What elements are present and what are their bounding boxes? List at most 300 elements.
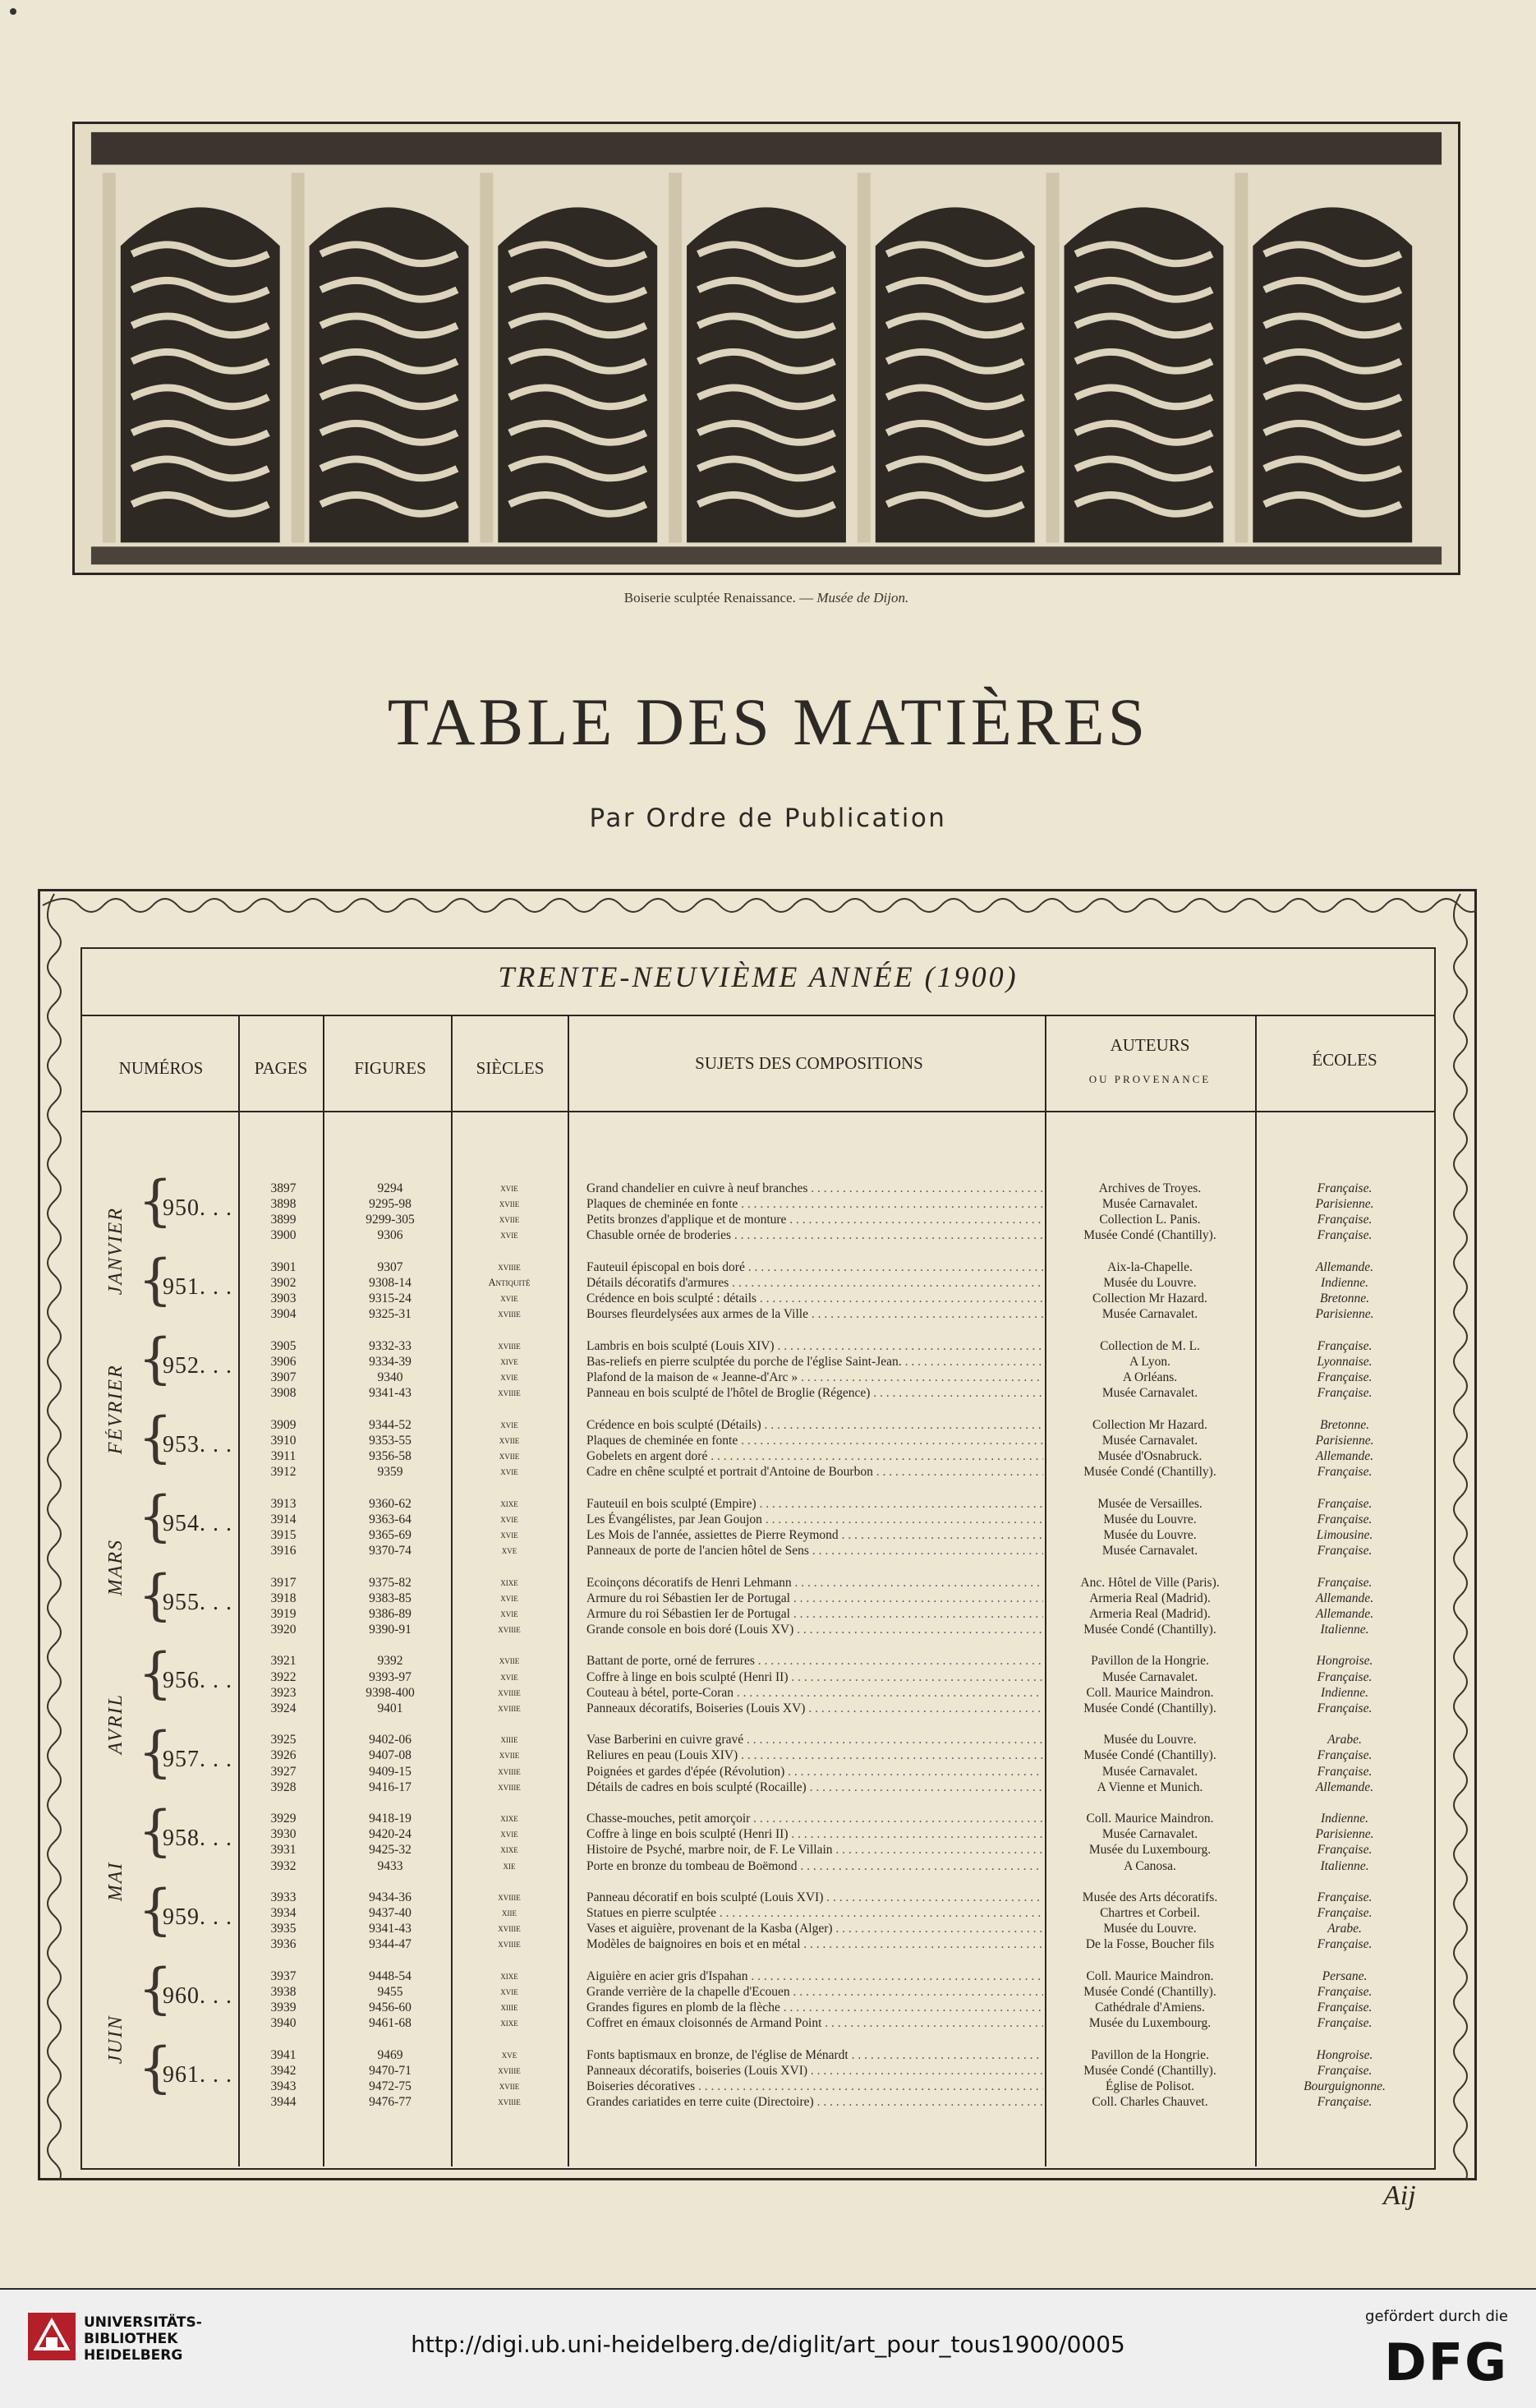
subject-cell: Chasuble ornée de broderies . . . <box>586 1227 1043 1243</box>
author-cell: Musée du Louvre. <box>1103 1527 1197 1542</box>
subject-cell: Histoire de Psyché, marbre noir, de F. Le Villain . . . <box>586 1842 1043 1858</box>
month-label: JANVIER <box>105 1207 126 1296</box>
siecle-cell: xvie <box>500 1670 518 1683</box>
caption-museum: Musée de Dijon. <box>816 590 909 605</box>
issue-number: 959. . . <box>163 1904 232 1931</box>
subject-cell: Battant de porte, orné de ferrures . . . <box>586 1653 1043 1669</box>
figure-cell: 9308-14 <box>369 1276 412 1290</box>
page-cell: 3898 <box>270 1197 297 1212</box>
figure-cell: 9359 <box>377 1465 403 1479</box>
ecole-cell: Arabe. <box>1327 1922 1362 1936</box>
subject-cell: Panneaux décoratifs, boiseries (Louis XVI) . . . <box>586 2063 1043 2079</box>
page-cell: 3939 <box>270 2001 297 2015</box>
month-label: JUIN <box>105 2014 126 2065</box>
siecle-cell: xviie <box>499 2080 520 2093</box>
table-row <box>0 1181 1536 1196</box>
dfg-logo: DFG <box>1384 2332 1508 2392</box>
issue-number: 953. . . <box>163 1431 232 1457</box>
issue-number: 951. . . <box>163 1273 232 1300</box>
page-cell: 3897 <box>270 1181 297 1195</box>
ecole-cell: Hongroise. <box>1316 1654 1373 1669</box>
table-row <box>0 1936 1536 1952</box>
ecole-cell: Italienne. <box>1320 1622 1369 1637</box>
table-row <box>0 1890 1536 1905</box>
ecole-cell: Allemande. <box>1315 1606 1374 1621</box>
group-brace: { <box>138 1169 172 1232</box>
month-label: MARS <box>105 1538 126 1595</box>
figure-cell: 9356-58 <box>369 1448 412 1463</box>
siecle-cell: xviiie <box>498 1686 521 1698</box>
siecle-cell: xviiie <box>498 1938 521 1950</box>
page-cell: 3941 <box>270 2047 297 2062</box>
col-header-sujets: SUJETS DES COMPOSITIONS <box>695 1053 923 1073</box>
figure-cell: 9307 <box>377 1259 403 1274</box>
siecle-cell: xviie <box>499 1198 520 1210</box>
figure-cell: 9306 <box>377 1228 403 1243</box>
table-row <box>0 1385 1536 1401</box>
ecole-cell: Française. <box>1317 2064 1373 2078</box>
author-cell: Musée d'Osnabruck. <box>1097 1448 1203 1463</box>
siecle-cell: xive <box>500 1355 518 1367</box>
page-cell: 3919 <box>270 1606 297 1621</box>
subject-cell: Les Mois de l'année, assiettes de Pierre Reymond . . . <box>586 1527 1043 1543</box>
page-cell: 3944 <box>270 2095 297 2110</box>
siecle-cell: xviie <box>499 1213 520 1226</box>
subject-cell: Petits bronzes d'applique et de monture . . . <box>586 1212 1043 1227</box>
group-brace: { <box>138 1878 172 1942</box>
figure-cell: 9456-60 <box>369 2001 412 2015</box>
subject-cell: Panneau en bois sculpté de l'hôtel de Broglie (Régence) . . . <box>586 1385 1043 1401</box>
author-cell: Musée Condé (Chantilly). <box>1083 1465 1216 1479</box>
figure-cell: 9434-36 <box>369 1890 412 1905</box>
page-cell: 3927 <box>270 1764 297 1779</box>
subject-cell: Plafond de la maison de « Jeanne-d'Arc » . . . <box>586 1370 1043 1385</box>
siecle-cell: xvie <box>500 1371 518 1383</box>
ecole-cell: Française. <box>1317 1465 1373 1479</box>
siecle-cell: xviiie <box>498 1339 521 1351</box>
author-cell: Musée Carnavalet. <box>1101 1386 1198 1401</box>
subject-cell: Coffre à linge en bois sculpté (Henri II) . . . <box>586 1669 1043 1685</box>
page-cell: 3912 <box>270 1465 297 1479</box>
col-header-ecoles: ÉCOLES <box>1312 1050 1377 1070</box>
table-row <box>0 1968 1536 1984</box>
table-row <box>0 2015 1536 2031</box>
year-title: TRENTE-NEUVIÈME ANNÉE (1900) <box>498 960 1019 993</box>
author-cell: Musée Carnavalet. <box>1101 1543 1198 1558</box>
siecle-cell: xvie <box>500 1591 518 1604</box>
siecle-cell: xviiie <box>498 2096 521 2108</box>
author-cell: Musée Condé (Chantilly). <box>1083 1701 1216 1715</box>
subject-cell: Modèles de baignoires en bois et en métal . . . <box>586 1936 1043 1952</box>
ecole-cell: Parisienne. <box>1315 1827 1374 1842</box>
table-row <box>0 1417 1536 1433</box>
figure-cell: 9386-89 <box>369 1606 412 1621</box>
ecole-cell: Française. <box>1317 1764 1373 1779</box>
issue-number: 950. . . <box>163 1195 232 1221</box>
author-cell: Église de Polisot. <box>1105 2079 1195 2094</box>
ecole-cell: Française. <box>1317 1701 1373 1715</box>
figure-cell: 9407-08 <box>369 1748 412 1763</box>
page-cell: 3906 <box>270 1354 297 1369</box>
ecole-cell: Française. <box>1317 1748 1373 1763</box>
siecle-cell: xixe <box>500 1576 518 1588</box>
author-cell: Aix-la-Chapelle. <box>1107 1259 1193 1274</box>
month-label: FÉVRIER <box>105 1363 126 1454</box>
author-cell: Musée Condé (Chantilly). <box>1083 1228 1216 1243</box>
ecole-cell: Indienne. <box>1320 1812 1369 1826</box>
page-cell: 3909 <box>270 1417 297 1432</box>
group-brace: { <box>138 1484 172 1548</box>
subject-cell: Coffre à linge en bois sculpté (Henri II) . . . <box>586 1826 1043 1842</box>
siecle-cell: xviie <box>499 1655 520 1667</box>
issue-number: 955. . . <box>163 1589 232 1615</box>
ecole-cell: Française. <box>1317 1937 1373 1952</box>
author-cell: Musée des Arts décoratifs. <box>1082 1890 1218 1905</box>
author-cell: Musée Condé (Chantilly). <box>1083 1985 1216 2000</box>
figure-cell: 9418-19 <box>369 1812 412 1826</box>
issue-number: 960. . . <box>163 1983 232 2009</box>
figure-cell: 9365-69 <box>369 1527 412 1542</box>
table-row <box>0 1464 1536 1480</box>
illustration-caption <box>72 590 1460 606</box>
figure-cell: 9402-06 <box>369 1733 412 1747</box>
subject-cell: Coffret en émaux cloisonnés de Armand Point . . . <box>586 2015 1043 2031</box>
author-cell: Coll. Maurice Maindron. <box>1086 1685 1214 1700</box>
siecle-cell: xve <box>501 1544 517 1556</box>
issue-number: 958. . . <box>163 1826 232 1852</box>
library-name-line: BIBLIOTHEK <box>84 2331 178 2347</box>
page-cell: 3902 <box>270 1276 297 1290</box>
siecle-cell: xviiie <box>498 1260 521 1273</box>
author-cell: Musée du Luxembourg. <box>1088 1843 1212 1858</box>
table-row <box>0 1496 1536 1512</box>
figure-cell: 9401 <box>377 1701 403 1715</box>
subject-cell: Panneau décoratif en bois sculpté (Louis XVI) . . . <box>586 1890 1043 1905</box>
figure-cell: 9416-17 <box>369 1780 412 1794</box>
ecole-cell: Française. <box>1317 1181 1373 1195</box>
table-row <box>0 1858 1536 1874</box>
figure-cell: 9470-71 <box>369 2064 412 2078</box>
table-row <box>0 1811 1536 1826</box>
figure-cell: 9461-68 <box>369 2016 412 2031</box>
figure-cell: 9341-43 <box>369 1386 412 1401</box>
table-row <box>0 1306 1536 1322</box>
siecle-cell: xviiie <box>498 1765 521 1777</box>
author-cell: Musée Condé (Chantilly). <box>1083 1748 1216 1763</box>
header-rule-top <box>80 1015 1436 1016</box>
ecole-cell: Française. <box>1317 1669 1373 1684</box>
siecle-cell: xixe <box>500 1970 518 1982</box>
page-cell: 3943 <box>270 2079 297 2094</box>
group-brace: { <box>138 1405 172 1469</box>
ecole-cell: Française. <box>1317 1906 1373 1921</box>
figure-cell: 9315-24 <box>369 1291 412 1306</box>
table-row <box>0 1338 1536 1354</box>
siecle-cell: xviiie <box>498 1623 521 1635</box>
author-cell: Musée du Louvre. <box>1103 1733 1197 1747</box>
figure-cell: 9448-54 <box>369 1969 412 1983</box>
digitization-footer <box>0 2288 1536 2408</box>
subject-cell: Gobelets en argent doré . . . <box>586 1448 1043 1464</box>
ecole-cell: Française. <box>1317 1496 1373 1511</box>
page-cell: 3913 <box>270 1496 297 1511</box>
ecole-cell: Allemande. <box>1315 1591 1374 1605</box>
author-cell: Anc. Hôtel de Ville (Paris). <box>1080 1575 1220 1590</box>
siecle-cell: xviie <box>499 1749 520 1761</box>
author-cell: Musée Condé (Chantilly). <box>1083 2064 1216 2078</box>
siecle-cell: xiie <box>502 1907 517 1919</box>
siecle-cell: xiiie <box>500 2001 518 2014</box>
figure-cell: 9370-74 <box>369 1543 412 1558</box>
ecole-cell: Bretonne. <box>1319 1417 1370 1432</box>
author-cell: Musée Carnavalet. <box>1101 1827 1198 1842</box>
ecole-cell: Française. <box>1317 1985 1373 2000</box>
author-cell: Musée Carnavalet. <box>1101 1433 1198 1448</box>
page-cell: 3929 <box>270 1812 297 1826</box>
page-cell: 3904 <box>270 1307 297 1322</box>
pilaster <box>1235 173 1248 542</box>
figure-cell: 9334-39 <box>369 1354 412 1369</box>
page-cell: 3933 <box>270 1890 297 1905</box>
page-cell: 3918 <box>270 1591 297 1605</box>
col-header-provenance: OU PROVENANCE <box>1088 1073 1212 1085</box>
page-cell: 3931 <box>270 1843 297 1858</box>
figure-cell: 9299-305 <box>366 1213 415 1227</box>
ecole-cell: Française. <box>1317 2095 1373 2110</box>
figure-cell: 9295-98 <box>369 1197 412 1212</box>
figure-cell: 9476-77 <box>369 2095 412 2110</box>
author-cell: A Orléans. <box>1122 1370 1178 1384</box>
ecole-cell: Française. <box>1317 1512 1373 1526</box>
siecle-cell: xviiie <box>498 1701 521 1714</box>
siecle-cell: xixe <box>500 1497 518 1509</box>
ecole-cell: Française. <box>1317 1386 1373 1401</box>
author-cell: Coll. Maurice Maindron. <box>1086 1812 1214 1826</box>
subject-cell: Grandes figures en plomb de la flèche . . . <box>586 2000 1043 2015</box>
figure-cell: 9437-40 <box>369 1906 412 1921</box>
col-header-numeros: NUMÉROS <box>118 1058 204 1078</box>
page-cell: 3911 <box>270 1448 297 1463</box>
pilaster <box>1046 173 1060 542</box>
page-cell: 3938 <box>270 1985 297 2000</box>
ecole-cell: Bretonne. <box>1319 1291 1370 1306</box>
author-cell: Collection Mr Hazard. <box>1092 1291 1207 1306</box>
subject-cell: Panneaux décoratifs, Boiseries (Louis XV) . . . <box>586 1701 1043 1716</box>
figure-cell: 9425-32 <box>369 1843 412 1858</box>
table-row <box>0 1653 1536 1669</box>
page-cell: 3924 <box>270 1701 297 1715</box>
figure-cell: 9409-15 <box>369 1764 412 1779</box>
subject-cell: Grand chandelier en cuivre à neuf branches . . . <box>586 1181 1043 1196</box>
siecle-cell: xvie <box>500 1418 518 1430</box>
siecle-cell: xviie <box>499 1434 520 1446</box>
siecle-cell: xvie <box>500 1182 518 1194</box>
subject-cell: Grande verrière de la chapelle d'Ecouen . . . <box>586 1984 1043 2000</box>
subject-cell: Plaques de cheminée en fonte . . . <box>586 1433 1043 1448</box>
header-rule-bottom <box>80 1111 1436 1112</box>
ecole-cell: Parisienne. <box>1315 1433 1374 1448</box>
siecle-cell: xvie <box>500 1466 518 1477</box>
library-name-line: UNIVERSITÄTS- <box>84 2314 202 2331</box>
table-row <box>0 2047 1536 2063</box>
ecole-cell: Persane. <box>1322 1969 1368 1983</box>
library-name-line: HEIDELBERG <box>84 2347 183 2364</box>
group-brace: { <box>138 2035 172 2099</box>
page-cell: 3921 <box>270 1654 297 1669</box>
author-cell: A Canosa. <box>1124 1858 1176 1873</box>
page-cell: 3934 <box>270 1906 297 1921</box>
subject-cell: Bas-reliefs en pierre sculptée du porche de l'église Saint-Jean. . . . <box>586 1354 1043 1370</box>
page-cell: 3901 <box>270 1259 297 1274</box>
figure-cell: 9353-55 <box>369 1433 412 1448</box>
page-cell: 3926 <box>270 1748 297 1763</box>
ecole-cell: Française. <box>1317 1543 1373 1558</box>
author-cell: Musée du Louvre. <box>1103 1276 1197 1290</box>
author-cell: Pavillon de la Hongrie. <box>1091 2047 1209 2062</box>
table-row <box>0 1259 1536 1275</box>
subject-cell: Reliures en peau (Louis XIV) . . . <box>586 1747 1043 1763</box>
author-cell: Musée du Louvre. <box>1103 1512 1197 1526</box>
author-cell: Musée Carnavalet. <box>1101 1669 1198 1684</box>
author-cell: Collection de M. L. <box>1100 1338 1200 1353</box>
ecole-cell: Bourguignonne. <box>1304 2079 1386 2094</box>
table-row <box>0 2094 1536 2110</box>
table-row <box>0 1780 1536 1795</box>
subject-cell: Statues en pierre sculptée . . . <box>586 1905 1043 1921</box>
page-cell: 3922 <box>270 1669 297 1684</box>
subject-cell: Crédence en bois sculpté : détails . . . <box>586 1291 1043 1306</box>
author-cell: Musée Carnavalet. <box>1101 1764 1198 1779</box>
issue-number: 952. . . <box>163 1352 232 1379</box>
figure-cell: 9390-91 <box>369 1622 412 1637</box>
figure-cell: 9383-85 <box>369 1591 412 1605</box>
figure-cell: 9341-43 <box>369 1922 412 1936</box>
ecole-cell: Française. <box>1317 1213 1373 1227</box>
page-cell: 3928 <box>270 1780 297 1794</box>
ink-dot <box>10 8 16 15</box>
page-title: TABLE DES MATIÈRES <box>387 684 1149 759</box>
issue-number: 956. . . <box>163 1668 232 1694</box>
author-cell: Collection Mr Hazard. <box>1092 1417 1207 1432</box>
issue-number: 957. . . <box>163 1747 232 1773</box>
siecle-cell: xviiie <box>498 1891 521 1904</box>
page-cell: 3914 <box>270 1512 297 1526</box>
group-brace: { <box>138 1563 172 1627</box>
pilaster <box>103 173 116 542</box>
ecole-cell: Française. <box>1317 1890 1373 1905</box>
ecole-cell: Indienne. <box>1320 1276 1369 1290</box>
author-cell: Musée de Versailles. <box>1097 1496 1203 1511</box>
group-brace: { <box>138 1641 172 1706</box>
author-cell: Musée Carnavalet. <box>1101 1197 1198 1212</box>
page-cell: 3917 <box>270 1575 297 1590</box>
page-cell: 3908 <box>270 1386 297 1401</box>
boiserie-drawing <box>75 124 1458 573</box>
author-cell: Armeria Real (Madrid). <box>1089 1606 1211 1621</box>
siecle-cell: xvie <box>500 1607 518 1619</box>
pilaster <box>292 173 305 542</box>
table-row <box>0 1701 1536 1716</box>
ecole-cell: Française. <box>1317 1575 1373 1590</box>
funding-note: gefördert durch die <box>1365 2308 1508 2325</box>
subject-cell: Bourses fleurdelysées aux armes de la Ville . . . <box>586 1306 1043 1322</box>
author-cell: Archives de Troyes. <box>1098 1181 1202 1195</box>
author-cell: Chartres et Corbeil. <box>1100 1906 1200 1921</box>
siecle-cell: xve <box>501 2048 517 2060</box>
page-cell: 3940 <box>270 2016 297 2031</box>
folio: Aij <box>1383 2180 1416 2211</box>
figure-cell: 9340 <box>377 1370 403 1384</box>
table-row <box>0 1622 1536 1637</box>
siecle-cell: xviie <box>499 1449 520 1462</box>
month-label: AVRIL <box>105 1693 126 1755</box>
figure-cell: 9344-52 <box>369 1417 412 1432</box>
group-brace: { <box>138 1799 172 1863</box>
siecle-cell: xvie <box>500 1528 518 1540</box>
siecle-cell: xixe <box>500 1844 518 1856</box>
ecole-cell: Arabe. <box>1327 1733 1362 1747</box>
author-cell: De la Fosse, Boucher fils <box>1085 1937 1215 1952</box>
page-cell: 3930 <box>270 1827 297 1842</box>
siecle-cell: xviiie <box>498 1780 521 1793</box>
subject-cell: Lambris en bois sculpté (Louis XIV) . . . <box>586 1338 1043 1354</box>
author-cell: Musée du Louvre. <box>1103 1922 1197 1936</box>
page-cell: 3905 <box>270 1338 297 1353</box>
caption-text: Boiserie sculptée Renaissance. — <box>623 590 817 605</box>
subject-cell: Grandes cariatides en terre cuite (Directoire) . . . <box>586 2094 1043 2110</box>
author-cell: Pavillon de la Hongrie. <box>1091 1654 1209 1669</box>
group-brace: { <box>138 1957 172 2020</box>
page-cell: 3937 <box>270 1969 297 1983</box>
page-cell: 3915 <box>270 1527 297 1542</box>
ecole-cell: Française. <box>1317 1338 1373 1353</box>
siecle-cell: xixe <box>500 2017 518 2029</box>
table-row <box>0 1227 1536 1243</box>
pilaster <box>858 173 871 542</box>
col-header-figures: FIGURES <box>354 1058 426 1078</box>
group-brace: { <box>138 1326 172 1390</box>
month-label: MAI <box>105 1862 126 1902</box>
issue-number: 961. . . <box>163 2061 232 2088</box>
col-header-pages: PAGES <box>254 1058 308 1078</box>
subject-cell: Détails de cadres en bois sculpté (Rocaille) . . . <box>586 1780 1043 1795</box>
figure-cell: 9294 <box>377 1181 403 1195</box>
author-cell: Armeria Real (Madrid). <box>1089 1591 1211 1605</box>
figure-cell: 9392 <box>377 1654 403 1669</box>
table-row <box>0 1543 1536 1559</box>
figure-cell: 9455 <box>377 1985 403 2000</box>
siecle-cell: xviiie <box>498 1922 521 1935</box>
siecle-cell: xviiie <box>498 1387 521 1399</box>
subject-cell: Ecoinçons décoratifs de Henri Lehmann . . . <box>586 1575 1043 1591</box>
subject-cell: Détails décoratifs d'armures . . . <box>586 1275 1043 1291</box>
figure-cell: 9360-62 <box>369 1496 412 1511</box>
siecle-cell: xvie <box>500 1986 518 1998</box>
ecole-cell: Française. <box>1317 1228 1373 1243</box>
source-url-link[interactable]: http://digi.ub.uni-heidelberg.de/diglit/art_pour_tous1900/0005 <box>411 2331 1125 2358</box>
subject-cell: Fauteuil épiscopal en bois doré . . . <box>586 1259 1043 1275</box>
figure-cell: 9375-82 <box>369 1575 412 1590</box>
ecole-cell: Italienne. <box>1320 1858 1369 1873</box>
author-cell: Coll. Maurice Maindron. <box>1086 1969 1214 1983</box>
ecole-cell: Allemande. <box>1315 1448 1374 1463</box>
page-cell: 3903 <box>270 1291 297 1306</box>
pilaster <box>669 173 682 542</box>
carved-panel-illustration <box>72 122 1460 575</box>
col-header-siecles: SIÈCLES <box>476 1058 545 1078</box>
author-cell: Cathédrale d'Amiens. <box>1095 2001 1205 2015</box>
ecole-cell: Lyonnaise. <box>1317 1354 1373 1369</box>
